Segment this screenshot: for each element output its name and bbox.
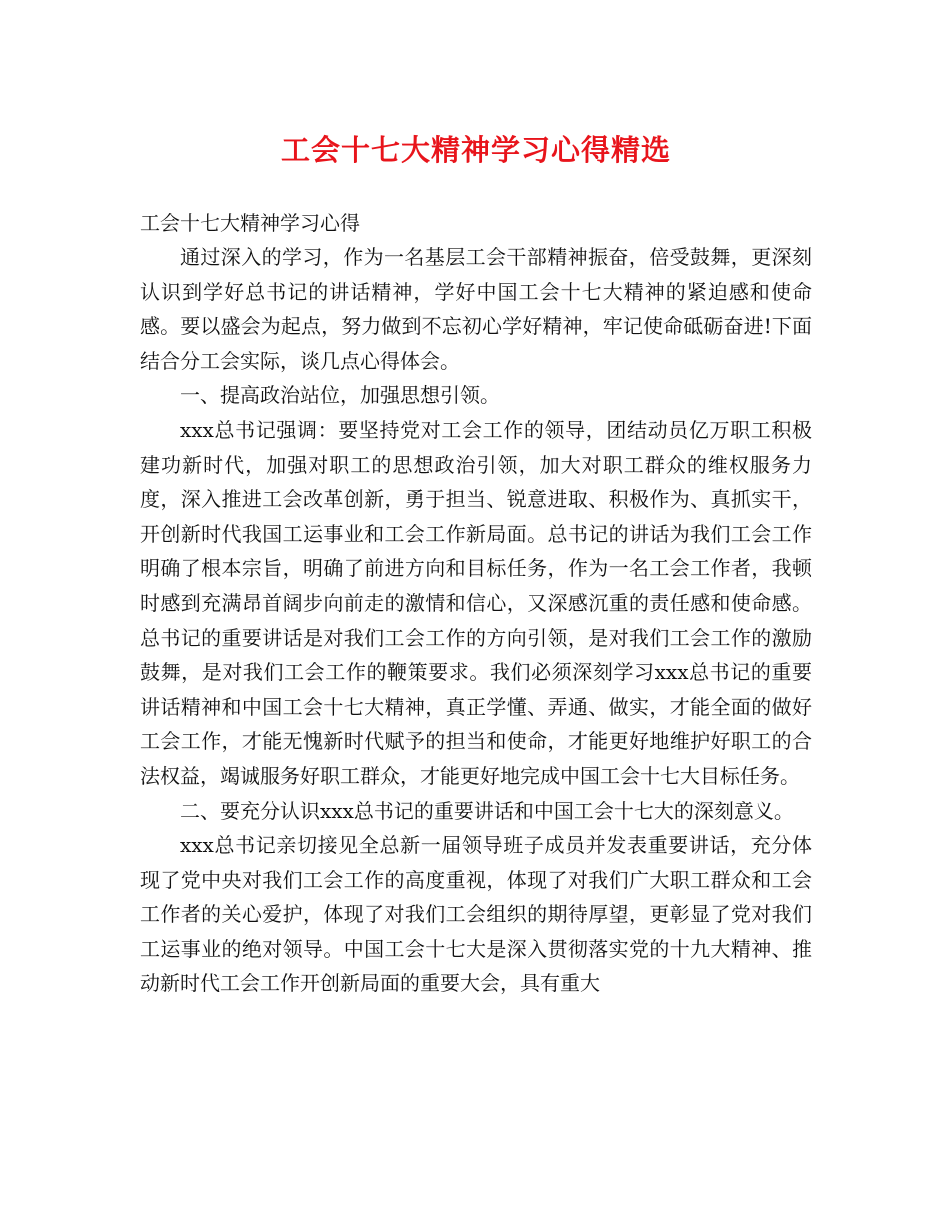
heading-section-2: 二、要充分认识xxx总书记的重要讲话和中国工会十七大的深刻意义。: [180, 798, 794, 823]
document-subtitle: 工会十七大精神学习心得: [140, 211, 360, 235]
paragraph-section-1: xxx总书记强调：要坚持党对工会工作的领导，团结动员亿万职工积极建功新时代，加强对职工的思想政治引领，加大对职工群众的维权服务力度，深入推进工会改革创新，勇于担当、锐意进取、积极作为、真抓实干，开创新时代我国工运事业和工会工作新局面。总书记的讲话为我们工会工作明确了根本宗旨，明确了前进方向和目标任务，作为一名工会工作者，我顿时感到充满昂首阔步向前走的激情和信心，又深感沉重的责任感和使命感。总书记的重要讲话是对我们工会工作的方向引领，是对我们工会工作的激励鼓舞，是对我们工会工作的鞭策要求。我们必须深刻学习xxx总书记的重要讲话精神和中国工会十七大精神，真正学懂、弄通、做实，才能全面的做好工会工作，才能无愧新时代赋予的担当和使命，才能更好地维护好职工的合法权益，竭诚服务好职工群众，才能更好地完成中国工会十七大目标任务。: [140, 417, 812, 788]
document-page: [140, 0, 812, 1001]
document-title: 工会十七大精神学习心得精选: [280, 133, 671, 167]
paragraph-intro: 通过深入的学习，作为一名基层工会干部精神振奋，倍受鼓舞，更深刻认识到学好总书记的讲话精神，学好中国工会十七大精神的紧迫感和使命感。要以盛会为起点，努力做到不忘初心学好精神，牢记使命砥砺奋进!下面结合分工会实际，谈几点心得体会。: [140, 245, 812, 373]
paragraph-section-2: xxx总书记亲切接见全总新一届领导班子成员并发表重要讲话，充分体现了党中央对我们工会工作的高度重视，体现了对我们广大职工群众和工会工作者的关心爱护，体现了对我们工会组织的期待厚望，更彰显了党对我们工运事业的绝对领导。中国工会十七大是深入贯彻落实党的十九大精神、推动新时代工会工作开创新局面的重要大会，具有重大: [140, 833, 812, 996]
heading-section-1: 一、提高政治站位，加强思想引领。: [180, 383, 500, 408]
